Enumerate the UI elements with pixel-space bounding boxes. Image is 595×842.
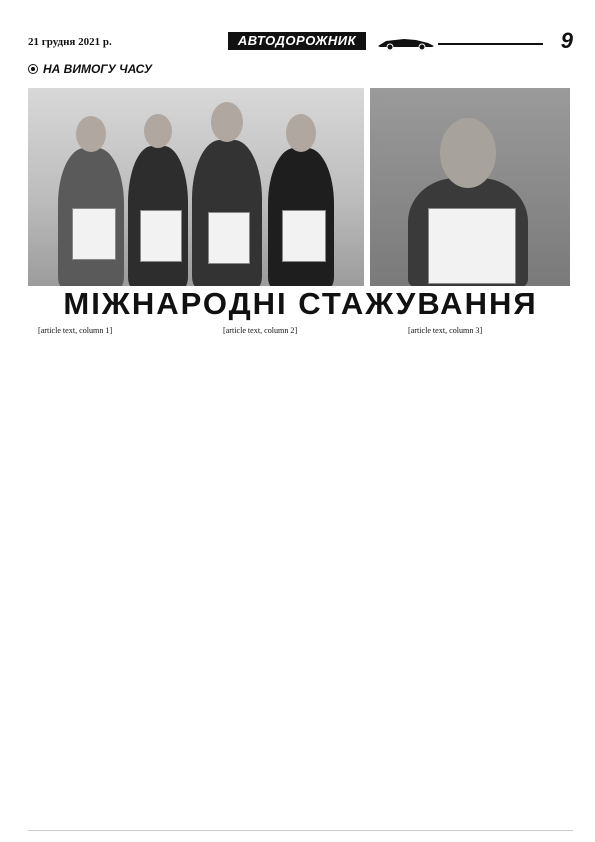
circle-bullet-icon: [28, 64, 38, 74]
certificate-image: [72, 208, 116, 260]
text-column-2: [213, 326, 388, 824]
person-head: [76, 116, 106, 152]
portrait-photo: [370, 88, 570, 286]
section-label: НА ВИМОГУ ЧАСУ: [43, 62, 153, 76]
page-number: 9: [560, 28, 573, 53]
article-headline: МІЖНАРОДНІ СТАЖУВАННЯ: [63, 286, 538, 321]
certificate-image: [282, 210, 326, 262]
section-heading: [28, 62, 152, 76]
article-body: [28, 326, 573, 826]
certificate-image: [140, 210, 182, 262]
certificate-image: [208, 212, 250, 264]
header-rule: [438, 43, 543, 45]
paragraph: [article text, column 3]: [408, 326, 483, 335]
issue-date: 21 грудня 2021 р.: [28, 36, 112, 48]
masthead-logo: АВТОДОРОЖНИК: [228, 32, 366, 50]
person-head: [211, 102, 243, 142]
paragraph: [article text, column 2]: [223, 326, 298, 335]
person-head: [286, 114, 316, 152]
paragraph: [article text, column 1]: [38, 326, 113, 335]
person-head: [144, 114, 172, 148]
certificate-image: [428, 208, 516, 284]
text-column-3: [398, 326, 573, 824]
race-car-icon: [376, 34, 436, 50]
page-header: [28, 28, 573, 54]
text-column-1: [28, 326, 203, 824]
footer-rule: [28, 830, 573, 831]
person-head: [440, 118, 496, 188]
group-photo: [28, 88, 364, 286]
